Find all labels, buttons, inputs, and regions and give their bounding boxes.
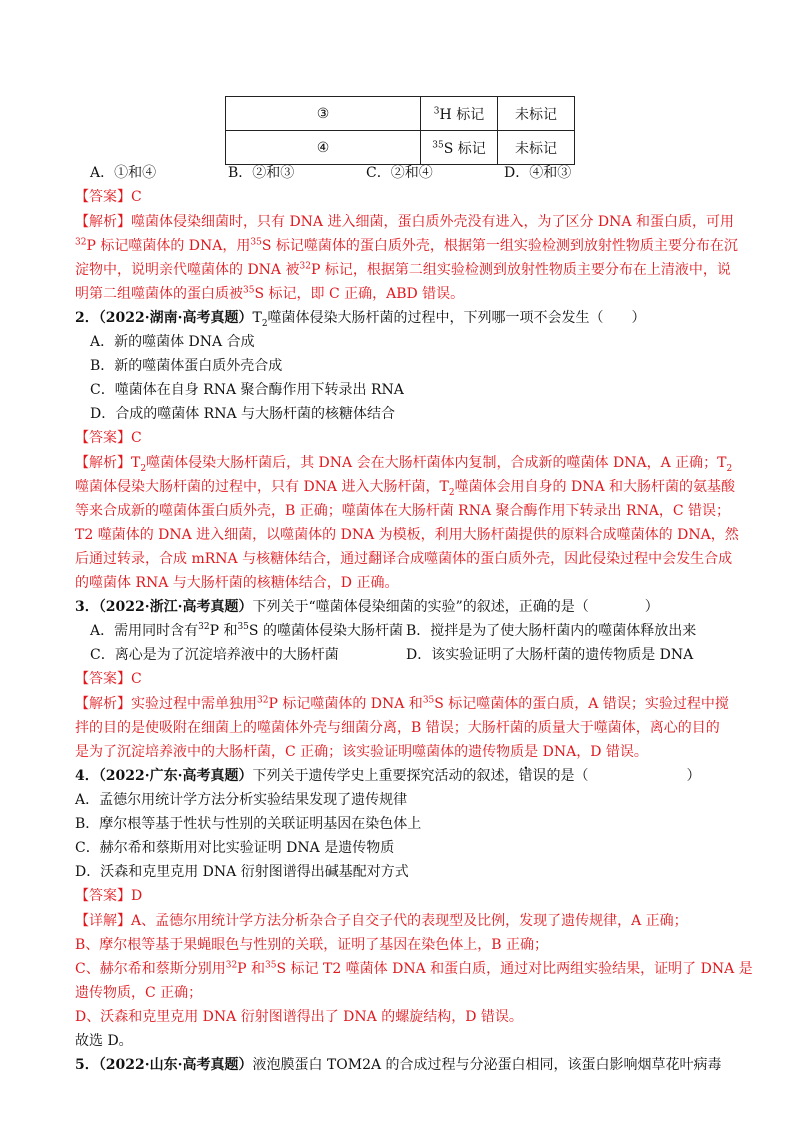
option: D．④和③: [504, 165, 572, 181]
q1-answer: 【答案】C: [75, 189, 142, 205]
q4-answer: 【答案】D: [75, 888, 143, 904]
option: D．沃森和克里克用 DNA 衍射图谱得出碱基配对方式: [75, 864, 409, 880]
q1-analysis-line: 明第二组噬菌体的蛋白质被$^{35}$S 标记，即 C 正确，ABD 错误。: [75, 285, 465, 302]
option: A．新的噬菌体 DNA 合成: [90, 334, 255, 350]
q4-analysis-line: 遗传物质，C 正确；: [75, 985, 203, 1001]
option: C．噬菌体在自身 RNA 聚合酶作用下转录出 RNA: [90, 382, 404, 398]
table-cell: 未标记: [498, 97, 575, 131]
q4-stem: 4．（2022·广东·高考真题）下列关于遗传学史上重要探究活动的叙述，错误的是（ ）: [75, 768, 701, 784]
option: B．新的噬菌体蛋白质外壳合成: [90, 358, 283, 374]
option: A．孟德尔用统计学方法分析实验结果发现了遗传规律: [75, 792, 408, 808]
q2-analysis-line: 后通过转录，合成 mRNA 与核糖体结合，通过翻译合成噬菌体的蛋白质外壳，因此侵染过程中会发生合成: [75, 551, 733, 567]
q3-answer: 【答案】C: [75, 671, 142, 687]
option: B．②和③: [228, 165, 295, 181]
q5-stem: 5．（2022·山东·高考真题）液泡膜蛋白 TOM2A 的合成过程与分泌蛋白相同，该蛋白影响烟草花叶病毒: [75, 1057, 722, 1073]
table-cell: $^3$H 标记: [421, 97, 498, 131]
option: A．需用同时含有32P 和35S 的噬菌体侵染大肠杆菌: [90, 622, 403, 639]
q2-stem: 2．（2022·湖南·高考真题）$T_2$噬菌体侵染大肠杆菌的过程中，下列哪一项不会发生（ ）: [75, 310, 646, 329]
experiment-table: [225, 96, 575, 165]
table-row: [226, 97, 575, 131]
table-cell: ③: [226, 97, 421, 131]
option: A．①和④: [90, 165, 157, 181]
q3-options-cd: [90, 644, 693, 666]
q4-analysis-line: B、摩尔根等基于果蝇眼色与性别的关联，证明了基因在染色体上，B 正确；: [75, 937, 549, 953]
emphasis-dots: 错误: [518, 768, 547, 784]
q2-analysis-line: 【解析】$T_2$噬菌体侵染大肠杆菌后，其 DNA 会在大肠杆菌体内复制，合成新的噬菌体 DNA，A 正确；$T_2$: [75, 455, 733, 474]
option: C．②和④: [366, 165, 433, 181]
q1-analysis-line: 淀物中，说明亲代噬菌体的 DNA 被$^{32}$P 标记，根据第二组实验检测到放射性物质主要分布在上清液中，说: [75, 261, 731, 278]
option: D．合成的噬菌体 RNA 与大肠杆菌的核糖体结合: [90, 406, 396, 422]
q1-analysis-line: 【解析】噬菌体侵染细菌时，只有 DNA 进入细菌，蛋白质外壳没有进入，为了区分 DNA 和蛋白质，可用: [75, 214, 734, 230]
q3-options-ab: [90, 620, 696, 642]
q2-analysis-line: 的噬菌体 RNA 与大肠杆菌的核糖体结合，D 正确。: [75, 575, 399, 591]
q4-conclusion: 故选 D。: [75, 1033, 133, 1049]
table-row: [226, 131, 575, 165]
q2-analysis-line: 等来合成新的噬菌体蛋白质外壳，B 正确；噬菌体在大肠杆菌 RNA 聚合酶作用下转录出 RNA，C 错误；: [75, 503, 731, 519]
option: C．赫尔希和蔡斯用对比实验证明 DNA 是遗传物质: [75, 840, 395, 856]
table-cell: 未标记: [498, 131, 575, 165]
q3-analysis-line: 是为了沉淀培养液中的大肠杆菌，C 正确；该实验证明噬菌体的遗传物质是 DNA，D 错误。: [75, 744, 648, 760]
q2-analysis-line: 噬菌体侵染大肠杆菌的过程中，只有 DNA 进入大肠杆菌，$T_2$噬菌体会用自身的 DNA 和大肠杆菌的氨基酸: [75, 479, 736, 498]
q4-analysis-line: D、沃森和克里克用 DNA 衍射图谱得出了 DNA 的螺旋结构，D 错误。: [75, 1009, 523, 1025]
table-cell: $^{35}$S 标记: [421, 131, 498, 165]
option: C．离心是为了沉淀培养液中的大肠杆菌: [90, 647, 339, 663]
q4-analysis-line: 【详解】A、孟德尔用统计学方法分析杂合子自交子代的表现型及比例，发现了遗传规律，A 正确；: [75, 913, 688, 929]
q3-analysis-line: 拌的目的是使吸附在细菌上的噬菌体外壳与细菌分离，B 错误；大肠杆菌的质量大于噬菌体，离心的目的: [75, 720, 720, 736]
q1-options: [90, 162, 571, 184]
table-cell: ④: [226, 131, 421, 165]
q3-analysis-line: 【解析】实验过程中需单独用$^{32}$P 标记噬菌体的 DNA 和$^{35}$S 标记噬菌体的蛋白质，A 错误；实验过程中搅: [75, 695, 729, 712]
q4-analysis-line: C、赫尔希和蔡斯分别用$^{32}$P 和$^{35}$S 标记 T2 噬菌体 DNA 和蛋白质，通过对比两组实验结果，证明了 DNA 是: [75, 960, 753, 977]
option: B．摩尔根等基于性状与性别的关联证明基因在染色体上: [75, 816, 422, 832]
q3-stem: 3．（2022·浙江·高考真题）下列关于“噬菌体侵染细菌的实验”的叙述，正确的是（ ）: [75, 599, 659, 615]
q2-answer: 【答案】C: [75, 430, 142, 446]
option: B．搅拌是为了使大肠杆菌内的噬菌体释放出来: [406, 623, 697, 639]
q1-analysis-line: $^{32}$P 标记噬菌体的 DNA，用$^{35}$S 标记噬菌体的蛋白质外壳，根据第一组实验检测到放射性物质主要分布在沉: [75, 237, 738, 254]
option: D．该实验证明了大肠杆菌的遗传物质是 DNA: [406, 647, 694, 663]
q2-analysis-line: T2 噬菌体的 DNA 进入细菌，以噬菌体的 DNA 为模板，利用大肠杆菌提供的原料合成噬菌体的 DNA，然: [75, 527, 739, 543]
